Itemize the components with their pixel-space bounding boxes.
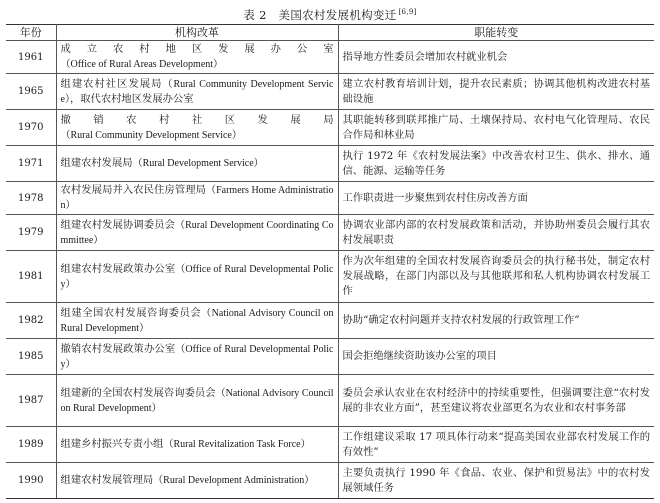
- table-row: [6, 182, 654, 215]
- reform-name-zh: 组建农村社区发展局: [60, 77, 163, 90]
- reform-name-en: （Rural Development Service）: [132, 158, 264, 169]
- cell-reform: [56, 463, 338, 499]
- reform-name-en: （Office of Rural Developmental Policy）: [60, 263, 334, 290]
- reform-name-zh: 组建农村发展协调委员会: [60, 218, 176, 231]
- reform-name-zh: 组建全国农村发展咨询委员会: [60, 306, 202, 319]
- cell-function: 其职能转移到联邦推广局、土壤保持局、农村电气化管理局、农民合作局和林业局: [338, 110, 654, 146]
- table-row: [6, 146, 654, 182]
- table-row: [6, 110, 654, 146]
- cell-year: 1970: [6, 110, 56, 146]
- reform-name-zh: 农村发展局并入农民住房管理局: [60, 184, 206, 196]
- caption-title: 表 2 美国农村发展机构变迁: [243, 7, 397, 22]
- cell-function: 执行 1972 年《农村发展法案》中改善农村卫生、供水、排水、通信、能源、运输等任务: [338, 146, 654, 182]
- cell-year: 1965: [6, 74, 56, 110]
- cell-function: 工作职责进一步聚焦到农村住房改善方面: [338, 182, 654, 215]
- reform-name-en: （National Advisory Council on Rural Development）: [60, 307, 334, 334]
- reform-note: ，取代农村地区发展办公室: [69, 92, 194, 105]
- cell-function: 委员会承认农业在农村经济中的持续重要性，但强调要注意“农村发展的非农业方面”，甚至建议将农业部更名为农业和农村事务部: [338, 375, 654, 427]
- cell-reform: [56, 215, 338, 251]
- cell-year: 1978: [6, 182, 56, 215]
- header-function: 职能转变: [338, 25, 654, 41]
- cell-reform: [56, 375, 338, 427]
- table-row: [6, 427, 654, 463]
- reform-name-en: （Farmers Home Administration）: [60, 185, 334, 211]
- table-row: [6, 463, 654, 499]
- cell-function: 建立农村教育培训计划，提升农民素质；协调其他机构改进农村基础设施: [338, 74, 654, 110]
- reform-name-en: （Rural Development Administration）: [153, 475, 315, 486]
- reform-name-en: （Rural Community Development Service）: [60, 78, 334, 105]
- cell-function: 主要负责执行 1990 年《食品、农业、保护和贸易法》中的农村发展领域任务: [338, 463, 654, 499]
- cell-year: 1981: [6, 251, 56, 303]
- caption-reference: [6,9]: [398, 8, 417, 16]
- cell-reform: [56, 182, 338, 215]
- cell-year: 1982: [6, 303, 56, 339]
- reform-name-zh: 组建乡村振兴专责小组: [60, 438, 164, 450]
- table-header-row: [6, 25, 654, 41]
- cell-function: 指导地方性委员会增加农村就业机会: [338, 41, 654, 74]
- cell-year: 1979: [6, 215, 56, 251]
- cell-year: 1987: [6, 375, 56, 427]
- cell-reform: [56, 74, 338, 110]
- reform-name-zh: 组建农村发展管理局: [60, 474, 154, 486]
- header-reform: 机构改革: [56, 25, 338, 41]
- table-row: [6, 74, 654, 110]
- cell-function: 协调农业部内部的农村发展政策和活动，并协助州委员会履行其农村发展职责: [338, 215, 654, 251]
- cell-reform: [56, 339, 338, 375]
- cell-reform: [56, 146, 338, 182]
- cell-year: 1985: [6, 339, 56, 375]
- agency-reform-table: [6, 24, 654, 499]
- reform-name-en: （Rural Revitalization Task Force）: [163, 439, 311, 450]
- cell-reform: [56, 427, 338, 463]
- cell-year: 1990: [6, 463, 56, 499]
- cell-reform: [56, 251, 338, 303]
- cell-function: 协助“确定农村问题并支持农村发展的行政管理工作”: [338, 303, 654, 339]
- table-row: [6, 375, 654, 427]
- cell-year: 1961: [6, 41, 56, 74]
- reform-name-en: （Office of Rural Areas Development）: [60, 59, 224, 70]
- cell-reform: [56, 303, 338, 339]
- reform-name-zh: 撤销农村社区发展局: [60, 113, 334, 126]
- reform-name-zh: 组建农村发展政策办公室: [60, 262, 176, 275]
- cell-reform: [56, 110, 338, 146]
- table-row: [6, 339, 654, 375]
- table-caption: [6, 4, 654, 24]
- cell-function: 国会拒绝继续资助该办公室的项目: [338, 339, 654, 375]
- reform-name-zh: 撤销农村发展政策办公室: [60, 342, 176, 355]
- cell-year: 1971: [6, 146, 56, 182]
- reform-name-en: （National Advisory Council on Rural Development）: [60, 387, 334, 414]
- reform-name-zh: 组建农村发展局: [60, 157, 133, 169]
- reform-name-zh: 成立农村地区发展办公室: [60, 43, 334, 55]
- cell-function: 作为次年组建的全国农村发展咨询委员会的执行秘书处，制定农村发展战略，在部门内部以及与其他联邦和私人机构协调农村发展工作: [338, 251, 654, 303]
- reform-name-en: （Office of Rural Developmental Policy）: [60, 343, 334, 370]
- table-row: [6, 303, 654, 339]
- cell-year: 1989: [6, 427, 56, 463]
- header-year: 年份: [6, 25, 56, 41]
- table-row: [6, 215, 654, 251]
- table-row: [6, 251, 654, 303]
- reform-name-zh: 组建新的全国农村发展咨询委员会: [60, 386, 216, 399]
- table-row: [6, 41, 654, 74]
- table-body: [6, 41, 654, 499]
- cell-function: 工作组建议采取 17 项具体行动来“提高美国农业部农村发展工作的有效性”: [338, 427, 654, 463]
- cell-reform: [56, 41, 338, 74]
- reform-name-en: （Rural Development Coordinating Committee）: [60, 219, 334, 246]
- reform-name-en: （Rural Community Development Service）: [60, 129, 242, 141]
